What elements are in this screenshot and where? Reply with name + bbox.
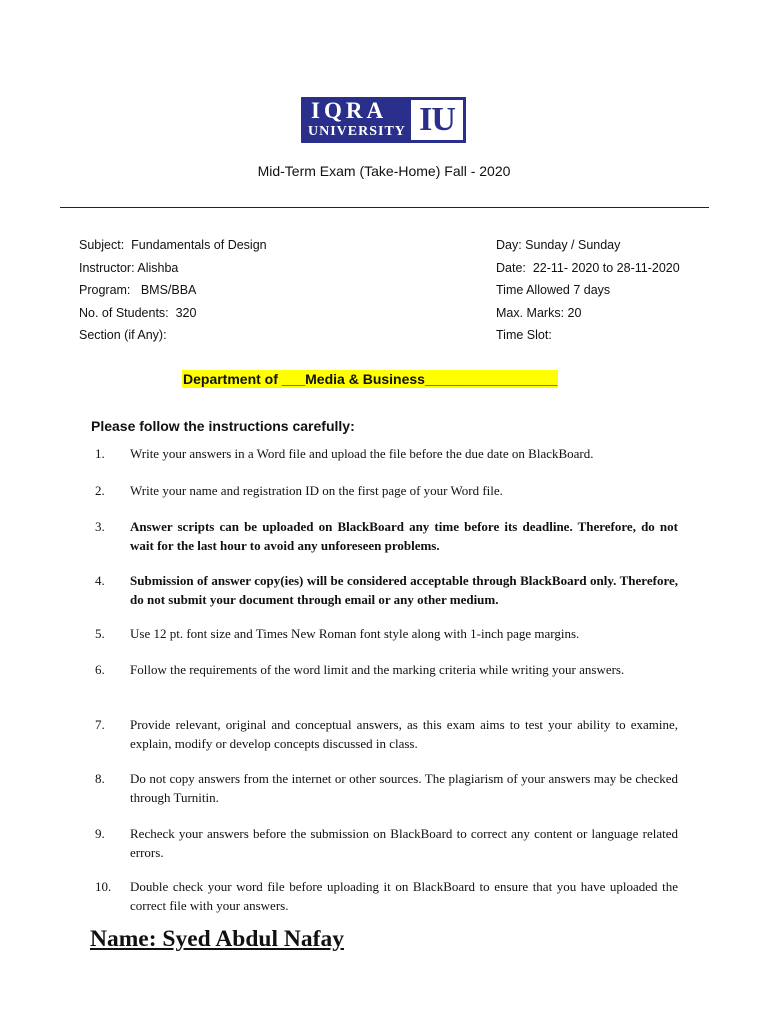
info-day: Day: Sunday / Sunday [496,238,621,252]
list-item-number: 2. [95,483,105,498]
header-divider [60,207,709,208]
list-item-number: 8. [95,771,105,786]
list-item-text: Use 12 pt. font size and Times New Roman font style along with 1-inch page margins. [130,626,580,641]
list-item-text: Write your answers in a Word file and upload the file before the due date on BlackBoard. [130,446,594,461]
list-item-text: Recheck your answers before the submission on BlackBoard to correct any content or language related errors. [130,826,678,860]
list-item-text: Follow the requirements of the word limit and the marking criteria while writing your answers. [130,662,625,677]
list-item-text: Answer scripts can be uploaded on BlackBoard any time before its deadline. Therefore, do not wait for the last hour to avoid any unforeseen problems. [130,519,678,553]
list-item-number: 6. [95,662,105,677]
list-item-text: Double check your word file before uploading it on BlackBoard to ensure that you have uploaded the correct file with your answers. [130,879,678,913]
instructions-heading: Please follow the instructions carefully: [91,418,355,434]
info-max-marks: Max. Marks: 20 [496,305,582,320]
info-students: No. of Students: 320 [79,305,197,320]
university-logo [301,97,466,143]
list-item-number: 4. [95,573,105,588]
info-program: Program: BMS/BBA [79,283,197,297]
logo-iu-mark: IU [411,100,463,140]
exam-info-right [496,234,680,347]
info-time-allowed: Time Allowed 7 days [496,283,611,297]
list-item-number: 3. [95,519,105,534]
list-item-number: 5. [95,626,105,641]
list-item-number: 9. [95,826,105,841]
info-date: Date: 22-11- 2020 to 28-11-2020 [496,260,680,275]
list-item-text: Do not copy answers from the internet or other sources. The plagiarism of your answers may be checked through Turnitin. [130,771,678,805]
exam-title: Mid-Term Exam (Take-Home) Fall - 2020 [257,163,511,179]
department-line: Department of ___Media & Business_________________ [183,371,558,387]
logo-word-iqra: IQRA [311,98,388,123]
list-item-number: 7. [95,717,105,732]
list-item-text: Provide relevant, original and conceptual answers, as this exam aims to test your ability to examine, explain, modify or develop concepts discussed in class. [130,717,678,751]
info-subject: Subject: Fundamentals of Design [79,238,267,252]
exam-info-left [79,234,267,347]
info-instructor: Instructor: Alishba [79,260,179,275]
student-name: Name: Syed Abdul Nafay [90,926,344,952]
info-time-slot: Time Slot: [496,328,552,342]
list-item-text: Write your name and registration ID on the first page of your Word file. [130,483,503,498]
list-item-number: 10. [95,879,112,894]
logo-wordmark [301,97,407,143]
info-section: Section (if Any): [79,328,167,342]
list-item-number: 1. [95,446,105,461]
logo-word-university: UNIVERSITY [308,124,406,139]
list-item-text: Submission of answer copy(ies) will be considered acceptable through BlackBoard only. Therefore, do not submit your document through email or any other medium. [130,573,678,607]
